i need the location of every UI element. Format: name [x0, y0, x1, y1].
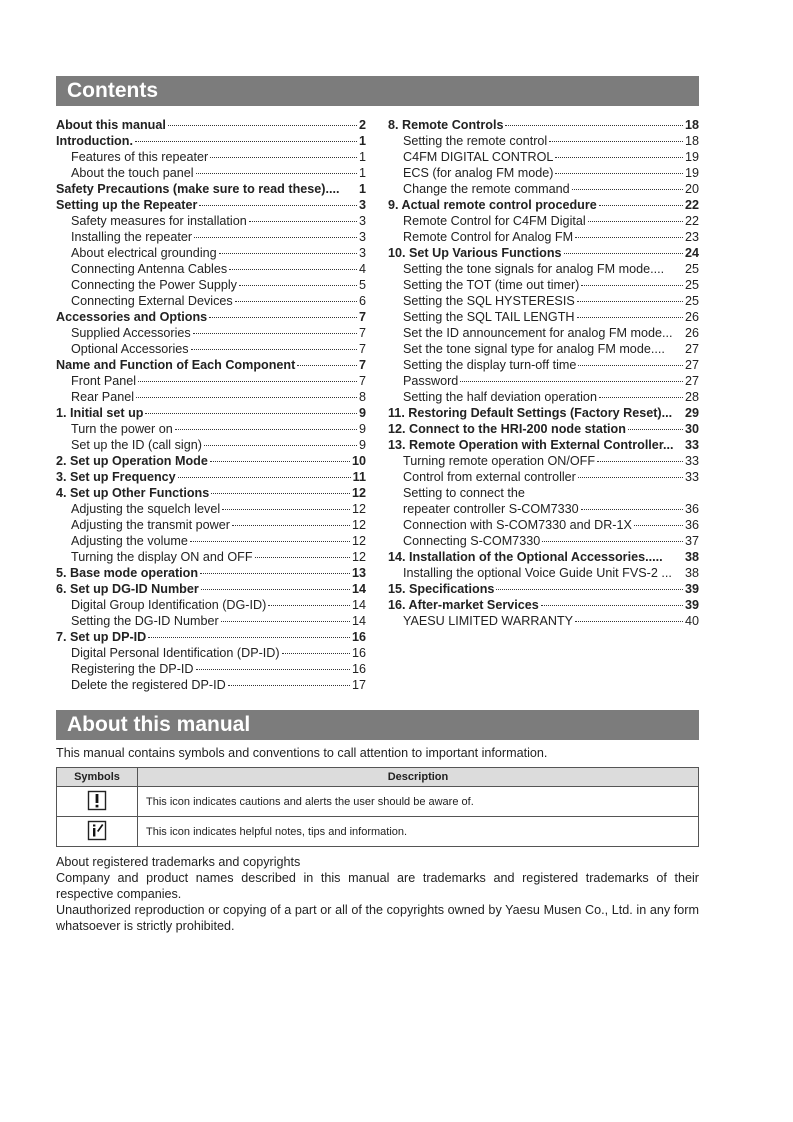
symbol-cell [57, 787, 138, 817]
toc-entry-title: 9. Actual remote control procedure [388, 198, 597, 212]
toc-entry-page: 36 [684, 518, 699, 532]
toc-entry-title: Digital Personal Identification (DP-ID) [71, 646, 280, 660]
table-row [57, 817, 699, 847]
toc-entry-page: 9 [358, 422, 366, 436]
toc-entry-title: Connecting Antenna Cables [71, 262, 228, 276]
toc-entry[interactable] [56, 213, 366, 229]
toc-entry-page: 37 [684, 534, 699, 548]
toc-entry[interactable] [388, 293, 699, 309]
toc-entry-page: 7 [358, 342, 366, 356]
toc-entry-title: Accessories and Options [56, 310, 208, 324]
toc-leader-dots [200, 573, 350, 574]
toc-entry-page: 19 [684, 166, 699, 180]
toc-leader-dots [190, 541, 350, 542]
toc-entry[interactable] [388, 485, 699, 501]
toc-entry[interactable] [388, 501, 699, 517]
toc-entry[interactable] [388, 405, 699, 421]
toc-entry[interactable] [388, 565, 699, 581]
toc-entry-page: 40 [684, 614, 699, 628]
toc-leader-dots [597, 461, 683, 462]
toc-entry-page: 13 [351, 566, 366, 580]
toc-entry-title: 7. Set up DP-ID [56, 630, 147, 644]
toc-entry-title: Control from external controller [403, 470, 576, 484]
toc-entry-title: Setting the display turn-off time [403, 358, 577, 372]
toc-entry[interactable] [56, 325, 366, 341]
toc-entry[interactable] [56, 581, 366, 597]
toc-right-column [388, 117, 699, 629]
toc-entry-title: Installing the repeater [71, 230, 193, 244]
toc-leader-dots [219, 253, 357, 254]
toc-entry-page: 38 [684, 566, 699, 580]
toc-entry[interactable] [56, 405, 366, 421]
toc-entry-title: Connecting External Devices [71, 294, 233, 308]
toc-entry-title: About this manual [56, 118, 166, 132]
toc-entry-title: Password [403, 374, 459, 388]
toc-leader-dots [178, 477, 351, 478]
toc-left-column [56, 117, 366, 693]
toc-entry-title: 1. Initial set up [56, 406, 144, 420]
toc-entry-page: 3 [358, 214, 366, 228]
toc-leader-dots [555, 157, 683, 158]
toc-entry[interactable] [56, 453, 366, 469]
toc-leader-dots [577, 301, 683, 302]
toc-entry[interactable] [388, 117, 699, 133]
toc-entry-title: 5. Base mode operation [56, 566, 199, 580]
toc-entry-title: ECS (for analog FM mode) [403, 166, 554, 180]
toc-entry-page: 1 [358, 150, 366, 164]
toc-entry-page: 27 [684, 342, 699, 356]
toc-entry-title: 2. Set up Operation Mode [56, 454, 208, 468]
toc-leader-dots [191, 349, 357, 350]
toc-entry[interactable] [388, 325, 699, 341]
toc-entry-title: 8. Remote Controls [388, 118, 504, 132]
toc-entry-title: Turn the power on [71, 422, 173, 436]
toc-entry-page: 5 [358, 278, 366, 292]
toc-entry[interactable] [56, 565, 366, 581]
toc-entry-page: 9 [358, 438, 366, 452]
toc-entry-page: 26 [684, 326, 699, 340]
toc-entry[interactable] [388, 277, 699, 293]
toc-entry[interactable] [56, 485, 366, 501]
toc-entry-title: Setting up the Repeater [56, 198, 198, 212]
toc-leader-dots [282, 653, 350, 654]
about-heading: About this manual [56, 710, 699, 740]
toc-entry-title: Set the ID announcement for analog FM mode... [403, 326, 673, 340]
toc-entry-page: 14 [351, 598, 366, 612]
toc-leader-dots [505, 125, 683, 126]
toc-entry[interactable] [388, 357, 699, 373]
toc-leader-dots [555, 173, 683, 174]
toc-entry-page: 7 [358, 358, 366, 372]
toc-entry-page: 10 [351, 454, 366, 468]
toc-entry-title: Setting the SQL TAIL LENGTH [403, 310, 575, 324]
toc-leader-dots [542, 541, 683, 542]
toc-entry-page: 20 [684, 182, 699, 196]
toc-entry[interactable] [56, 229, 366, 245]
toc-entry-page: 1 [358, 166, 366, 180]
toc-entry-title: Registering the DP-ID [71, 662, 194, 676]
toc-entry[interactable] [388, 517, 699, 533]
toc-entry[interactable] [56, 181, 366, 197]
toc-entry-title: 6. Set up DG-ID Number [56, 582, 199, 596]
toc-entry-page: 3 [358, 246, 366, 260]
toc-entry-title: Setting the tone signals for analog FM mode.... [403, 262, 665, 276]
toc-entry[interactable] [56, 357, 366, 373]
toc-entry-page: 16 [351, 630, 366, 644]
toc-entry-title: 12. Connect to the HRI-200 node station [388, 422, 626, 436]
toc-entry[interactable] [56, 277, 366, 293]
toc-entry-title: Supplied Accessories [71, 326, 191, 340]
toc-entry-title: 10. Set Up Various Functions [388, 246, 562, 260]
toc-leader-dots [148, 637, 350, 638]
toc-entry[interactable] [56, 421, 366, 437]
toc-entry-title: Connecting S-COM7330 [403, 534, 541, 548]
toc-leader-dots [575, 621, 683, 622]
toc-entry-page: 16 [351, 646, 366, 660]
toc-leader-dots [168, 125, 357, 126]
toc-entry-title: Adjusting the squelch level [71, 502, 221, 516]
toc-entry-page: 33 [684, 438, 699, 452]
toc-entry[interactable] [388, 213, 699, 229]
toc-entry[interactable] [388, 581, 699, 597]
toc-entry-page: 2 [358, 118, 366, 132]
toc-entry[interactable] [388, 453, 699, 469]
toc-entry[interactable] [388, 133, 699, 149]
toc-entry-title: Setting to connect the [403, 486, 525, 500]
toc-entry-title: Set the tone signal type for analog FM mode.... [403, 342, 665, 356]
toc-leader-dots [572, 189, 683, 190]
toc-leader-dots [228, 685, 350, 686]
toc-entry-title: Turning the display ON and OFF [71, 550, 253, 564]
copyright-text: Unauthorized reproduction or copying of a part or all of the copyrights owned by Yaesu Musen Co., Ltd. in any form whatsoever is strictly prohibited. [56, 903, 699, 933]
toc-leader-dots [201, 589, 350, 590]
toc-leader-dots [136, 397, 357, 398]
toc-entry-page: 27 [684, 374, 699, 388]
toc-entry-title: 14. Installation of the Optional Accessories..... [388, 550, 663, 564]
toc-entry-title: Remote Control for C4FM Digital [403, 214, 586, 228]
toc-entry-page: 36 [684, 502, 699, 516]
toc-entry-title: Safety measures for installation [71, 214, 247, 228]
toc-entry[interactable] [56, 389, 366, 405]
toc-leader-dots [221, 621, 350, 622]
toc-entry[interactable] [388, 549, 699, 565]
toc-entry-page: 39 [684, 598, 699, 612]
description-cell: This icon indicates helpful notes, tips and information. [138, 817, 699, 847]
toc-entry-title: Features of this repeater [71, 150, 209, 164]
toc-entry-page: 12 [351, 502, 366, 516]
toc-leader-dots [268, 605, 350, 606]
toc-entry-page: 9 [358, 406, 366, 420]
toc-entry[interactable] [388, 597, 699, 613]
symbols-table [56, 767, 699, 847]
toc-entry-page: 23 [684, 230, 699, 244]
toc-entry-title: YAESU LIMITED WARRANTY [403, 614, 574, 628]
memo-icon [87, 820, 107, 844]
toc-entry-page: 27 [684, 358, 699, 372]
toc-entry[interactable] [388, 229, 699, 245]
toc-leader-dots [599, 205, 683, 206]
toc-entry-title: Turning remote operation ON/OFF [403, 454, 596, 468]
toc-entry-page: 28 [684, 390, 699, 404]
toc-entry[interactable] [56, 677, 366, 693]
toc-entry-title: Front Panel [71, 374, 137, 388]
toc-entry[interactable] [56, 501, 366, 517]
toc-entry-title: Adjusting the volume [71, 534, 188, 548]
toc-entry[interactable] [388, 533, 699, 549]
toc-entry-page: 12 [351, 550, 366, 564]
toc-entry-title: Remote Control for Analog FM [403, 230, 574, 244]
toc-leader-dots [196, 669, 350, 670]
toc-leader-dots [193, 333, 357, 334]
toc-entry[interactable] [388, 245, 699, 261]
toc-entry[interactable] [388, 469, 699, 485]
toc-leader-dots [460, 381, 683, 382]
toc-entry[interactable] [388, 421, 699, 437]
toc-entry-page: 25 [684, 278, 699, 292]
toc-entry[interactable] [56, 661, 366, 677]
toc-leader-dots [138, 381, 357, 382]
toc-entry-page: 3 [358, 230, 366, 244]
toc-entry-page: 29 [684, 406, 699, 420]
toc-entry-title: Digital Group Identification (DG-ID) [71, 598, 267, 612]
toc-entry-title: Optional Accessories [71, 342, 189, 356]
trademarks-heading: About registered trademarks and copyrights [56, 855, 301, 869]
symbols-header: Symbols [57, 768, 138, 787]
toc-entry[interactable] [56, 517, 366, 533]
description-cell: This icon indicates cautions and alerts the user should be aware of. [138, 787, 699, 817]
toc-leader-dots [541, 605, 683, 606]
toc-leader-dots [628, 429, 683, 430]
toc-entry-title: 15. Specifications [388, 582, 495, 596]
trademarks-text: Company and product names described in this manual are trademarks and registered trademarks of their respective companies. [56, 871, 699, 901]
exclamation-icon [87, 790, 107, 814]
table-header-row [57, 768, 699, 787]
toc-entry[interactable] [56, 469, 366, 485]
toc-leader-dots [297, 365, 357, 366]
toc-entry-title: Connecting the Power Supply [71, 278, 237, 292]
about-intro: This manual contains symbols and conventions to call attention to important information. [56, 746, 548, 760]
toc-leader-dots [564, 253, 683, 254]
toc-entry-page: 11 [352, 470, 366, 484]
toc-leader-dots [135, 141, 357, 142]
toc-leader-dots [578, 477, 683, 478]
description-header: Description [138, 768, 699, 787]
toc-entry-page: 3 [358, 198, 366, 212]
toc-entry-title: 3. Set up Frequency [56, 470, 176, 484]
toc-entry-title: Connection with S-COM7330 and DR-1X [403, 518, 632, 532]
toc-entry[interactable] [56, 261, 366, 277]
toc-entry-page: 25 [684, 262, 699, 276]
toc-leader-dots [249, 221, 357, 222]
toc-entry[interactable] [388, 261, 699, 277]
toc-entry-title: Installing the optional Voice Guide Unit FVS-2 ... [403, 566, 672, 580]
toc-entry-page: 25 [684, 294, 699, 308]
toc-leader-dots [209, 317, 357, 318]
toc-leader-dots [581, 285, 683, 286]
toc-entry-page: 8 [358, 390, 366, 404]
toc-entry-page: 39 [684, 582, 699, 596]
toc-leader-dots [588, 221, 683, 222]
toc-entry-page: 12 [351, 534, 366, 548]
toc-leader-dots [239, 285, 357, 286]
toc-entry-title: Setting the half deviation operation [403, 390, 597, 404]
toc-leader-dots [194, 237, 357, 238]
toc-entry-title: Rear Panel [71, 390, 135, 404]
toc-entry-title: Change the remote command [403, 182, 570, 196]
trademarks-section [56, 854, 699, 934]
toc-entry[interactable] [56, 149, 366, 165]
toc-entry-title: Setting the TOT (time out timer) [403, 278, 580, 292]
toc-entry[interactable] [388, 437, 699, 453]
toc-leader-dots [235, 301, 357, 302]
toc-entry[interactable] [388, 181, 699, 197]
toc-entry-title: 4. Set up Other Functions [56, 486, 210, 500]
toc-leader-dots [496, 589, 683, 590]
toc-entry-page: 19 [684, 150, 699, 164]
toc-entry-title: About the touch panel [71, 166, 194, 180]
toc-entry-page: 18 [684, 134, 699, 148]
toc-entry-page: 14 [351, 614, 366, 628]
toc-leader-dots [199, 205, 357, 206]
toc-entry-title: 13. Remote Operation with External Controller... [388, 438, 674, 452]
toc-leader-dots [196, 173, 357, 174]
toc-leader-dots [255, 557, 350, 558]
toc-entry[interactable] [388, 149, 699, 165]
toc-entry-page: 7 [358, 374, 366, 388]
toc-entry[interactable] [56, 117, 366, 133]
table-row [57, 787, 699, 817]
toc-entry-title: Set up the ID (call sign) [71, 438, 202, 452]
toc-entry-page: 24 [684, 246, 699, 260]
toc-entry[interactable] [56, 629, 366, 645]
toc-entry[interactable] [56, 133, 366, 149]
toc-entry[interactable] [56, 245, 366, 261]
toc-leader-dots [210, 157, 357, 158]
toc-entry[interactable] [56, 197, 366, 213]
toc-entry-page: 16 [351, 662, 366, 676]
toc-entry[interactable] [388, 341, 699, 357]
toc-leader-dots [634, 525, 683, 526]
toc-entry[interactable] [388, 613, 699, 629]
toc-entry-page: 22 [684, 198, 699, 212]
toc-entry-page: 17 [351, 678, 366, 692]
toc-leader-dots [599, 397, 683, 398]
toc-entry-page: 30 [684, 422, 699, 436]
toc-entry-title: Introduction. [56, 134, 133, 148]
toc-entry[interactable] [388, 373, 699, 389]
toc-entry-title: Adjusting the transmit power [71, 518, 230, 532]
toc-entry-title: Name and Function of Each Component [56, 358, 296, 372]
toc-leader-dots [204, 445, 357, 446]
toc-entry-title: Delete the registered DP-ID [71, 678, 226, 692]
toc-entry-title: Setting the remote control [403, 134, 548, 148]
toc-leader-dots [229, 269, 357, 270]
toc-entry-title: 16. After-market Services [388, 598, 539, 612]
toc-leader-dots [222, 509, 350, 510]
toc-entry-page: 33 [684, 454, 699, 468]
toc-entry-title: repeater controller S-COM7330 [403, 502, 579, 516]
toc-entry-page: 33 [684, 470, 699, 484]
toc-leader-dots [211, 493, 350, 494]
toc-entry[interactable] [56, 549, 366, 565]
toc-entry[interactable] [56, 309, 366, 325]
toc-entry-page: 22 [684, 214, 699, 228]
toc-leader-dots [232, 525, 350, 526]
toc-entry[interactable] [56, 341, 366, 357]
toc-entry-title: C4FM DIGITAL CONTROL [403, 150, 554, 164]
toc-entry-title: About electrical grounding [71, 246, 217, 260]
toc-entry[interactable] [56, 597, 366, 613]
toc-leader-dots [145, 413, 357, 414]
toc-entry-page: 18 [684, 118, 699, 132]
toc-leader-dots [175, 429, 357, 430]
toc-entry[interactable] [56, 437, 366, 453]
toc-entry-title: Setting the SQL HYSTERESIS [403, 294, 575, 308]
toc-entry-title: Setting the DG-ID Number [71, 614, 219, 628]
toc-entry-page: 1 [358, 134, 366, 148]
toc-entry[interactable] [388, 309, 699, 325]
toc-leader-dots [577, 317, 683, 318]
symbol-cell [57, 817, 138, 847]
toc-entry[interactable] [56, 613, 366, 629]
toc-leader-dots [575, 237, 683, 238]
toc-entry-page: 7 [358, 310, 366, 324]
toc-entry-page: 6 [358, 294, 366, 308]
toc-entry[interactable] [56, 533, 366, 549]
toc-entry-page: 12 [351, 518, 366, 532]
toc-entry-page: 38 [684, 550, 699, 564]
toc-leader-dots [578, 365, 683, 366]
toc-leader-dots [210, 461, 350, 462]
toc-entry[interactable] [388, 389, 699, 405]
toc-entry-page: 1 [358, 182, 366, 196]
toc-entry[interactable] [388, 197, 699, 213]
toc-entry-page: 4 [358, 262, 366, 276]
toc-entry[interactable] [56, 293, 366, 309]
toc-entry-page: 14 [351, 582, 366, 596]
toc-leader-dots [549, 141, 683, 142]
toc-entry-page: 7 [358, 326, 366, 340]
toc-entry[interactable] [56, 645, 366, 661]
contents-heading: Contents [56, 76, 699, 106]
toc-entry-title: Safety Precautions (make sure to read these).... [56, 182, 340, 196]
toc-entry[interactable] [388, 165, 699, 181]
toc-entry-page: 26 [684, 310, 699, 324]
toc-entry-page: 12 [351, 486, 366, 500]
toc-entry-title: 11. Restoring Default Settings (Factory Reset)... [388, 406, 673, 420]
toc-entry[interactable] [56, 373, 366, 389]
toc-entry[interactable] [56, 165, 366, 181]
toc-leader-dots [581, 509, 683, 510]
